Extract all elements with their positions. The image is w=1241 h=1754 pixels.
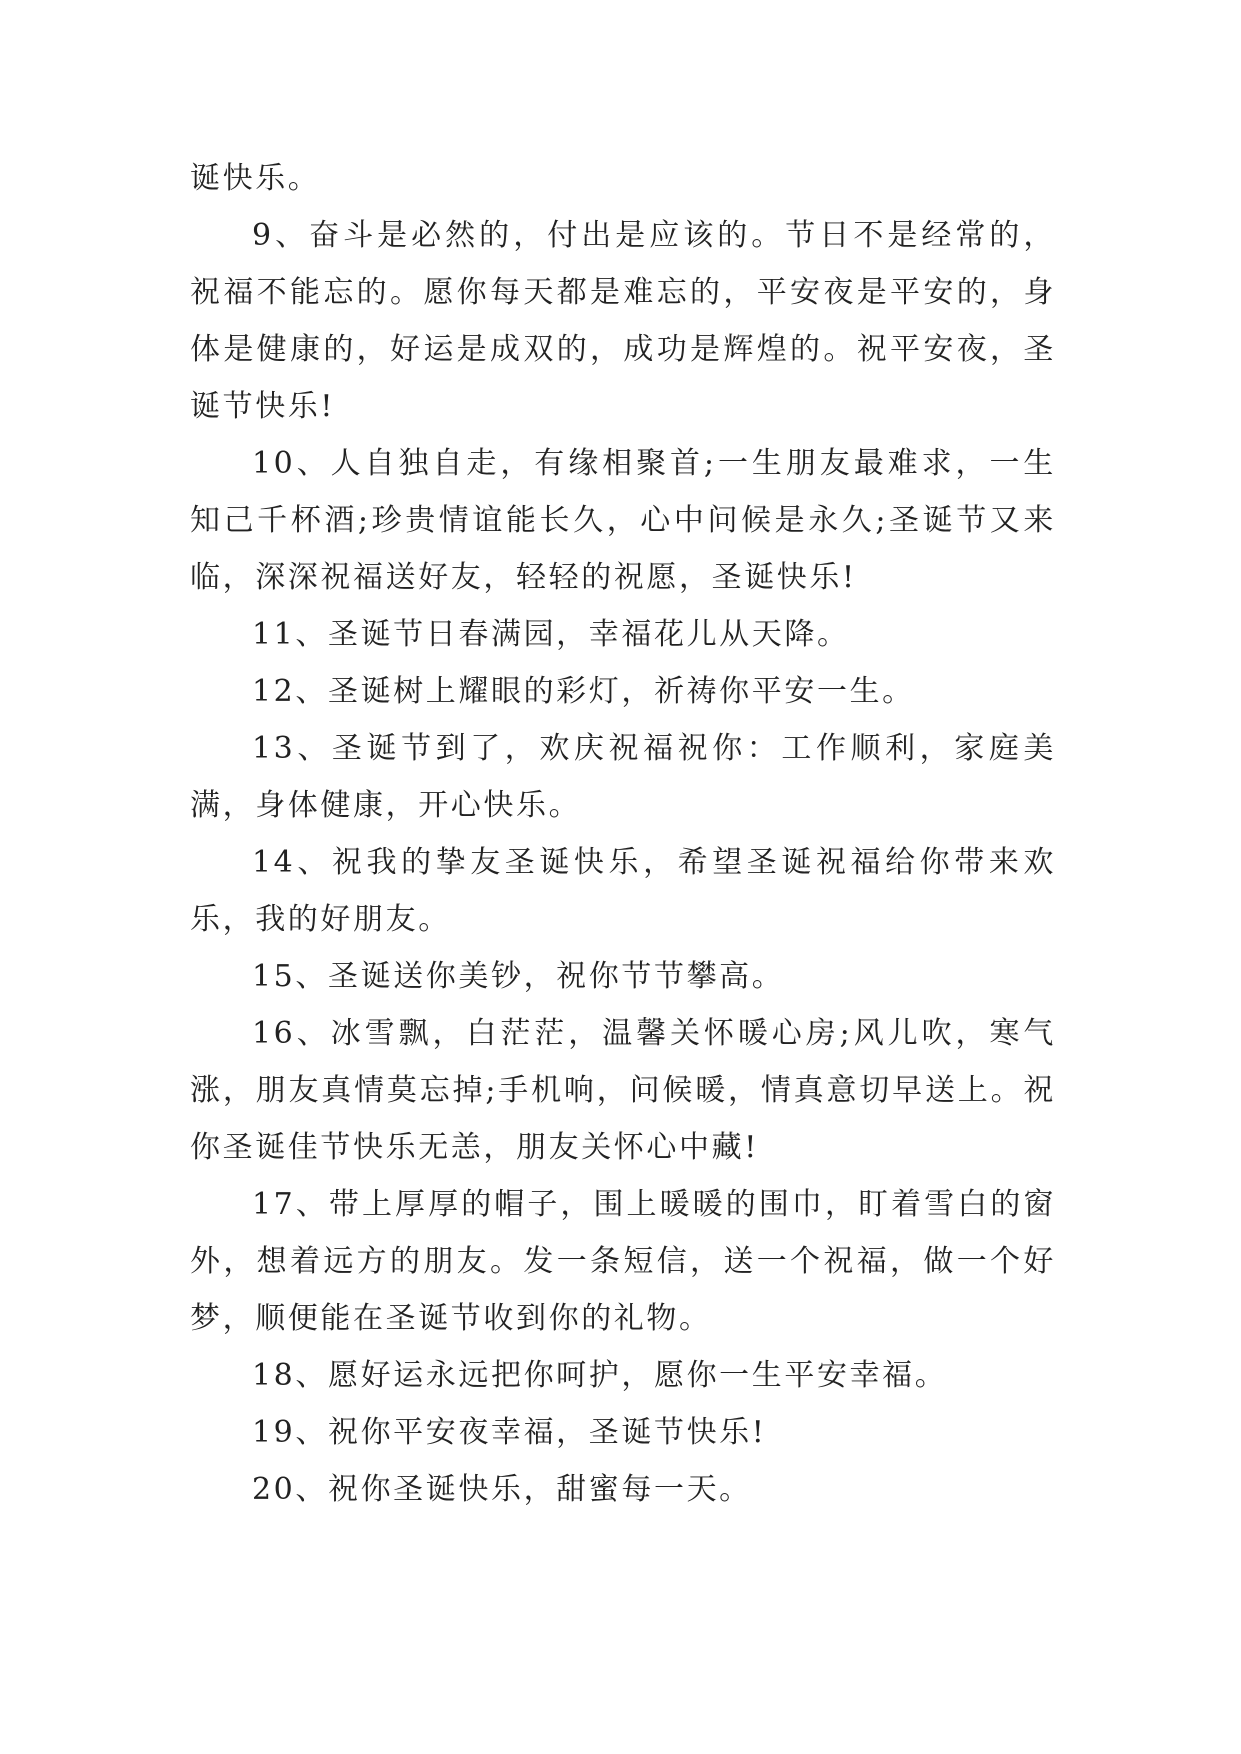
paragraph-item-14: 14、祝我的挚友圣诞快乐，希望圣诞祝福给你带来欢乐，我的好朋友。 (190, 845, 1056, 937)
paragraph-item-17: 17、带上厚厚的帽子，围上暖暖的围巾，盯着雪白的窗外，想着远方的朋友。发一条短信，送一个祝福，做一个好梦，顺便能在圣诞节收到你的礼物。 (190, 1187, 1056, 1336)
paragraph-item-19: 19、祝你平安夜幸福，圣诞节快乐! (252, 1415, 767, 1450)
paragraph-item-16: 16、冰雪飘，白茫茫，温馨关怀暖心房;风儿吹，寒气涨，朋友真情莫忘掉;手机响，问候暖，情真意切早送上。祝你圣诞佳节快乐无恙，朋友关怀心中藏! (190, 1016, 1056, 1165)
document-page (190, 150, 1056, 1518)
paragraph-item-9: 9、奋斗是必然的，付出是应该的。节日不是经常的，祝福不能忘的。愿你每天都是难忘的，平安夜是平安的，身体是健康的，好运是成双的，成功是辉煌的。祝平安夜，圣诞节快乐! (190, 218, 1056, 424)
paragraph-item-10: 10、人自独自走，有缘相聚首;一生朋友最难求，一生知己千杯酒;珍贵情谊能长久，心中问候是永久;圣诞节又来临，深深祝福送好友，轻轻的祝愿，圣诞快乐! (190, 446, 1056, 595)
paragraph-item-12: 12、圣诞树上耀眼的彩灯，祈祷你平安一生。 (252, 674, 915, 709)
paragraph-continuation: 诞快乐。 (190, 161, 321, 196)
paragraph-item-18: 18、愿好运永远把你呵护，愿你一生平安幸福。 (252, 1358, 948, 1393)
paragraph-item-20: 20、祝你圣诞快乐，甜蜜每一天。 (252, 1472, 752, 1507)
paragraph-item-11: 11、圣诞节日春满园，幸福花儿从天降。 (252, 617, 850, 652)
paragraph-item-13: 13、圣诞节到了，欢庆祝福祝你：工作顺利，家庭美满，身体健康，开心快乐。 (190, 731, 1056, 823)
paragraph-item-15: 15、圣诞送你美钞，祝你节节攀高。 (252, 959, 785, 994)
